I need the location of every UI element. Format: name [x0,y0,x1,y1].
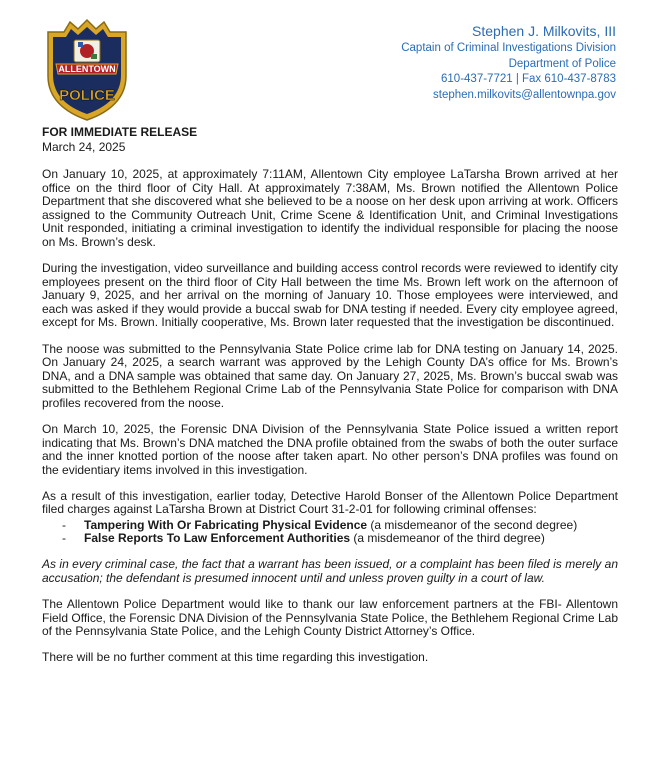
charge-offense: Tampering With Or Fabricating Physical Evidence [84,517,368,532]
closing-paragraph: There will be no further comment at this time regarding this investigation. [42,650,429,665]
contact-name: Stephen J. Milkovits, III [472,23,616,39]
paragraph: On January 10, 2025, at approximately 7:11AM, Allentown City employee LaTarsha Brown arrived at her office on the third floor of City Hall. At approximately 7:38AM, Ms. Brown notified the Allentown Police Department that she discovered what she believed to be a noose on her desk upon arriving at work. Officers assigned to the Community Outreach Unit, Crime Scene & Identification Unit, and Criminal Investigations Unit responded, initiating a criminal investigation to identify the individual responsible for placing the noose on Ms. Brown’s desk. [42,167,618,249]
contact-phone-fax: 610-437-7721 | Fax 610-437-8783 [441,73,616,85]
contact-department: Department of Police [508,57,616,70]
paragraph: On March 10, 2025, the Forensic DNA Division of the Pennsylvania State Police issued a written report indicating that Ms. Brown’s DNA matched the DNA profile obtained from the swabs of both the outer surface and the inner knotted portion of the noose after taken apart. No other person’s DNA profiles was found on the evidentiary items involved in this investigation. [42,422,618,477]
charge-grade: (a misdemeanor of the second degree) [370,517,578,532]
list-dash: - [62,517,66,532]
release-heading: FOR IMMEDIATE RELEASE [42,125,198,139]
charges-list [42,519,618,546]
paragraph: During the investigation, video surveillance and building access control records were reviewed to identify city employees present on the third floor of City Hall between the time Ms. Brown left work on the afternoon of January 9, 2025, and her arrival on the morning of January 10. Those employees were interviewed, and each was asked if they would provide a buccal swab for DNA testing if needed. Every city employee agreed, except for Ms. Brown. Initially cooperative, Ms. Brown later requested that the investigation be discontinued. [42,261,618,330]
thanks-paragraph: The Allentown Police Department would like to thank our law enforcement partners at the FBI- Allentown Field Office, the Forensic DNA Division of the Pennsylvania State Police, the Bethlehem Regional Crime Lab of the Pennsylvania State Police, and the Lehigh County District Attorney’s Office. [42,596,618,639]
list-dash: - [62,531,66,546]
charge-item [62,519,618,533]
release-header [42,125,197,155]
disclaimer: As in every criminal case, the fact that a warrant has been issued, or a complaint has been filed is merely an accusation; the defendant is presumed innocent until and unless proven guilty in a court of law. [42,557,618,585]
badge-name-text: ALLENTOWN [58,64,116,74]
charge-offense: False Reports To Law Enforcement Authorities [84,531,351,546]
contact-email: stephen.milkovits@allentownpa.gov [433,88,616,101]
release-body [42,168,618,677]
contact-title: Captain of Criminal Investigations Division [401,42,616,54]
release-date: March 24, 2025 [42,140,126,154]
charge-grade: (a misdemeanor of the third degree) [353,531,545,546]
charge-item [62,532,618,546]
contact-block [256,22,616,103]
paragraph: As a result of this investigation, earlier today, Detective Harold Bonser of the Allentown Police Department filed charges against LaTarsha Brown at District Court 31-2-01 for following criminal offenses: [42,488,618,517]
paragraph: The noose was submitted to the Pennsylvania State Police crime lab for DNA testing on January 14, 2025. On January 24, 2025, a search warrant was approved by the Lehigh County DA’s office for Ms. Brown’s DNA, and a DNA sample was obtained that same day. On January 27, 2025, Ms. Brown’s buccal swab was submitted to the Bethlehem Regional Crime Lab of the Pennsylvania State Police for comparison with DNA profiles recovered from the noose. [42,341,618,410]
badge-dept-text: POLICE [59,87,115,104]
police-badge-icon [44,18,130,122]
